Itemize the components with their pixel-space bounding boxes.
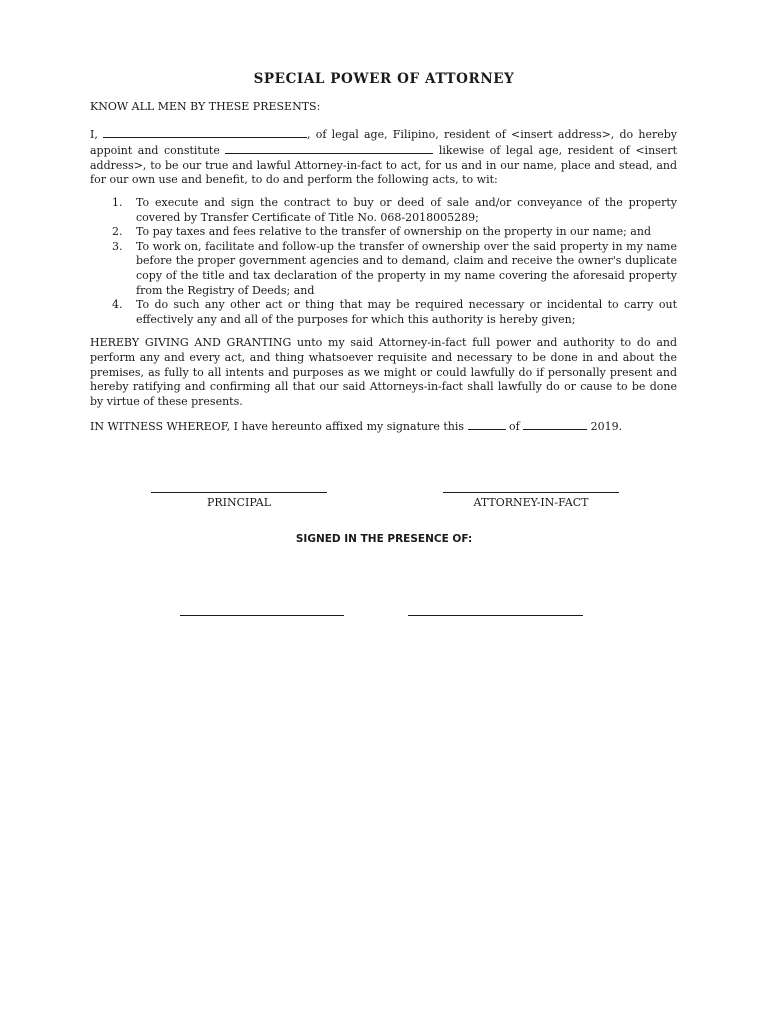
- list-item-number: 3.: [112, 239, 123, 253]
- list-item: [90, 298, 677, 327]
- attorney-signature-block: [443, 492, 619, 509]
- signed-presence-heading: SIGNED IN THE PRESENCE OF:: [295, 533, 473, 545]
- intro-paragraph: [90, 126, 677, 188]
- list-item: [90, 196, 677, 225]
- principal-label: PRINCIPAL: [206, 496, 272, 509]
- list-item-text: To pay taxes and fees relative to the transfer of ownership on the property in our name; and: [136, 225, 651, 239]
- list-item: [90, 225, 677, 240]
- principal-name-blank: [103, 126, 307, 138]
- document-title: SPECIAL POWER OF ATTORNEY: [253, 71, 515, 87]
- acts-list: [90, 196, 677, 327]
- intro-text-3: likewise of legal age, resident of <insert address>, to be our true and lawful Attorney-in-fact to act, for us and in our name, place and stead, and for our own use and benefit, to do and perform the following acts, to wit:: [90, 144, 677, 187]
- intro-text-2: , of legal age, Filipino, resident of <insert address>, do hereby appoint and constitute: [90, 127, 677, 158]
- witness-text-1: IN WITNESS WHEREOF, I have hereunto affixed my signature this: [90, 420, 468, 434]
- witness-text-2: of: [505, 420, 524, 434]
- principal-signature-block: [151, 492, 327, 509]
- list-item-number: 1.: [112, 195, 123, 209]
- intro-text-1: I,: [90, 127, 104, 141]
- list-item-text: To work on, facilitate and follow-up the transfer of ownership over the said property in my name before the proper government agencies and to demand, claim and receive the owner's duplicate copy of the title and tax declaration of the property in my name covering the aforesaid property from the Registry of Deeds; and: [136, 239, 677, 297]
- know-all-heading: KNOW ALL MEN BY THESE PRESENTS:: [90, 100, 321, 113]
- witness-signature-line-1: [180, 615, 344, 616]
- witness-signature-line-2: [408, 615, 583, 616]
- witness-paragraph: [90, 418, 677, 435]
- list-item-number: 4.: [112, 298, 123, 312]
- attorney-signature-line: [443, 492, 619, 493]
- list-item-text: To execute and sign the contract to buy or deed of sale and/or conveyance of the property covered by Transfer Certificate of Title No. 068-2018005289;: [136, 195, 677, 224]
- principal-signature-line: [151, 492, 327, 493]
- list-item-text: To do such any other act or thing that may be required necessary or incidental to carry out effectively any and all of the purposes for which this authority is hereby given;: [136, 298, 677, 326]
- month-blank: [523, 418, 587, 430]
- granting-paragraph: HEREBY GIVING AND GRANTING unto my said Attorney-in-fact full power and authority to do and perform any and every act, and thing whatsoever requisite and necessary to be done in and about the premises, as fully to all intents and purposes as we might or could lawfully do if personally present and hereby ratifying and confirming all that our said Attorneys-in-fact shall lawfully do or cause to be done by virtue of these presents.: [90, 336, 677, 408]
- attorney-name-blank: [225, 142, 433, 154]
- day-blank: [468, 418, 506, 430]
- list-item: [90, 240, 677, 298]
- attorney-label: ATTORNEY-IN-FACT: [473, 496, 589, 509]
- document-body: [90, 100, 677, 435]
- list-item-number: 2.: [112, 225, 123, 239]
- witness-text-3: 2019.: [587, 420, 623, 434]
